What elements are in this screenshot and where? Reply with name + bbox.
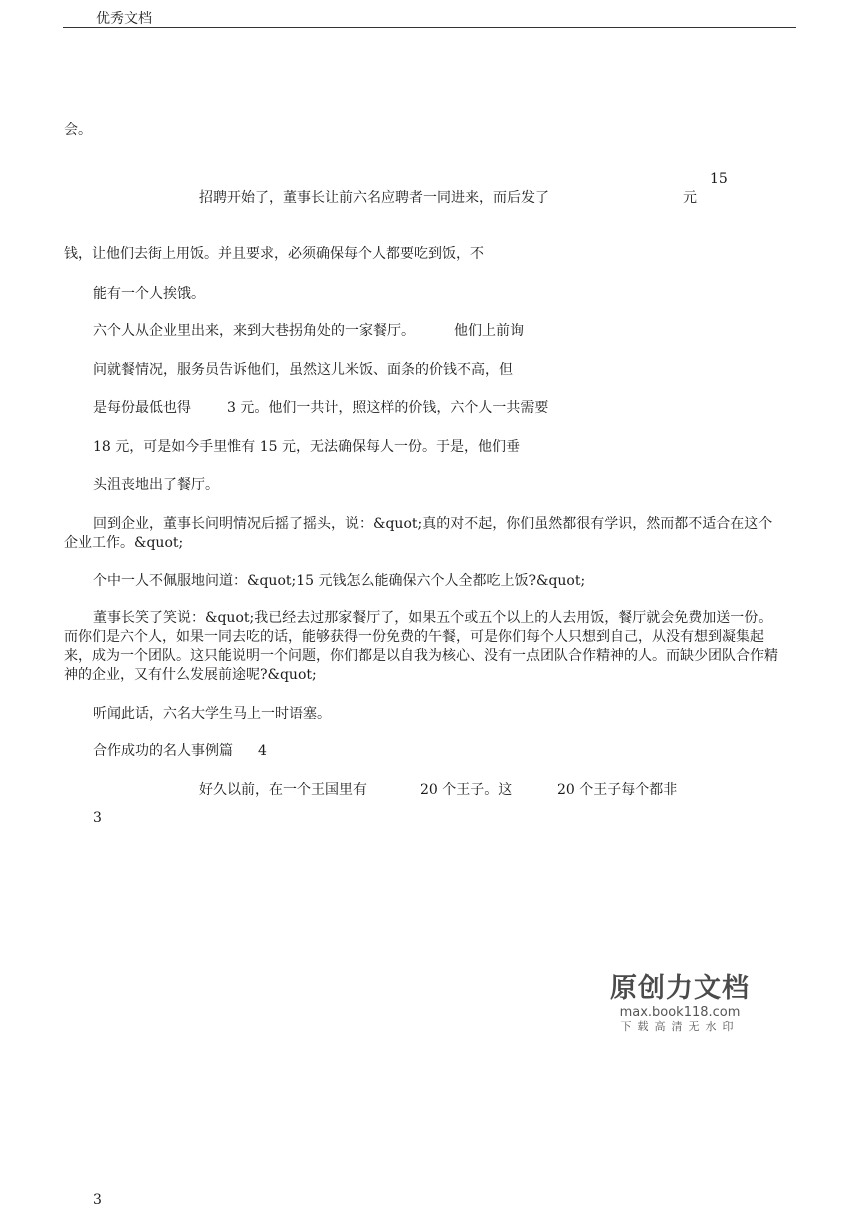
watermark-url: max.book118.com xyxy=(619,1005,741,1020)
paragraph: 董事长笑了笑说：&quot;我已经去过那家餐厅了，如果五个或五个以上的人去用饭，餐厅就会免费加送一份。而你们是六个人，如果一同去吃的话，能够获得一份免费的午餐，可是你们每个人只想到自己，从没有想到凝集起来，成为一个团队。这只能说明一个问题，你们都是以自我为核心、没有一点团队合作精神的人。而缺少团队合作精神的企业，又有什么发展前途呢?&quot; xyxy=(64,610,778,683)
text-line: 20 个王子每个都非 xyxy=(557,782,678,798)
watermark xyxy=(610,973,750,1034)
text-line: 20 个王子。这 xyxy=(420,782,513,798)
text-line: 招聘开始了，董事长让前六名应聘者一同进来，而后发了 xyxy=(199,190,549,206)
header-label: 优秀文档 xyxy=(96,11,152,27)
text-line: 问就餐情况，服务员告诉他们，虽然这儿米饭、面条的价钱不高，但 xyxy=(93,362,513,378)
text-line: 18 元，可是如今手里惟有 15 元，无法确保每人一份。于是，他们垂 xyxy=(93,439,520,455)
text-line: 是每份最低也得 xyxy=(93,400,191,416)
text-line: 六个人从企业里出来，来到大巷拐角处的一家餐厅。 xyxy=(93,323,415,339)
text-line: 会。 xyxy=(64,122,92,138)
header-divider xyxy=(63,27,796,28)
text-line: 钱，让他们去街上用饭。并且要求，必须确保每个人都要吃到饭，不 xyxy=(64,246,484,262)
paragraph: 听闻此话，六名大学生马上一时语塞。 xyxy=(93,706,331,722)
footer-page-number: 3 xyxy=(93,1192,102,1208)
section-heading: 合作成功的名人事例篇 xyxy=(93,743,233,759)
section-number: 4 xyxy=(258,743,267,759)
text-line: 能有一个人挨饿。 xyxy=(93,286,205,302)
inline-page-number: 3 xyxy=(93,810,102,826)
paragraph: 回到企业，董事长问明情况后摇了摇头，说：&quot;真的对不起，你们虽然都很有学识，然而都不适合在这个企业工作。&quot; xyxy=(64,516,773,551)
text-line: 元 xyxy=(683,190,697,206)
watermark-subtitle: 下载高清无水印 xyxy=(620,1020,740,1033)
watermark-title: 原创力文档 xyxy=(610,973,750,1004)
text-line: 头沮丧地出了餐厅。 xyxy=(93,477,219,493)
text-line: 好久以前，在一个王国里有 xyxy=(199,782,367,798)
text-line: 3 元。他们一共计，照这样的价钱，六个人一共需要 xyxy=(227,400,549,416)
text-line: 他们上前询 xyxy=(454,323,524,339)
superscript-number: 15 xyxy=(710,171,728,187)
paragraph: 个中一人不佩服地问道：&quot;15 元钱怎么能确保六个人全都吃上饭?&quot; xyxy=(93,573,586,589)
